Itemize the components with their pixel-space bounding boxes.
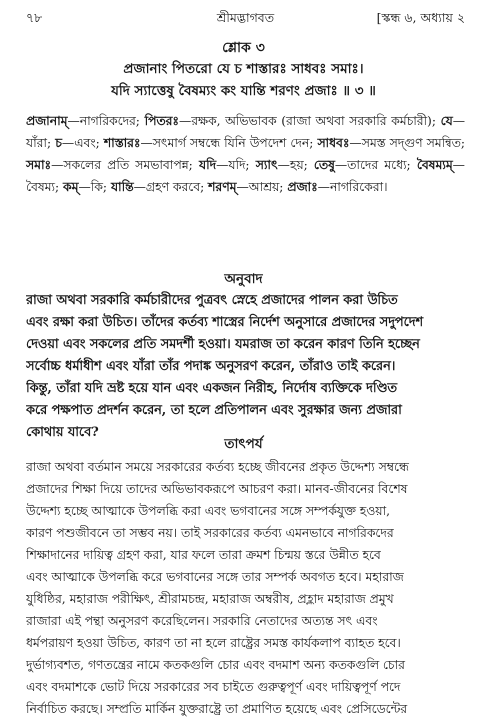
word-for-word-synonyms bbox=[26, 110, 465, 198]
synonym-term: বৈষম্যম্ bbox=[416, 157, 453, 172]
synonym-meaning: —সৎমার্গ সম্বন্ধে যিনি উপদেশ দেন; bbox=[140, 136, 318, 150]
synonym-meaning: —গ্রহণ করবে; bbox=[133, 180, 209, 194]
purport-heading: তাৎপর্য bbox=[224, 436, 263, 452]
synonym-meaning: —নাগরিকদের; bbox=[67, 114, 145, 128]
synonym-meaning: —তাদের মধ্যে; bbox=[334, 158, 417, 172]
synonym-meaning: —কি; bbox=[78, 180, 111, 194]
synonym-term: কম্ bbox=[63, 179, 79, 194]
text-line: দেওয়া এবং সকলের প্রতি সমদর্শী হওয়া। যমরাজ তা করেন কারণ তিনি হচ্ছেন bbox=[26, 337, 420, 352]
synonym-term: যে bbox=[440, 113, 453, 128]
text-line: কোথায় যাবে? bbox=[26, 425, 99, 440]
text-line: রাজারা এই পন্থা অনুসরণ করেছিলেন। সরকারি নেতাদের অত্যন্ত সৎ এবং bbox=[26, 614, 378, 628]
text-line: নির্বাচিত করছে। সম্প্রতি মার্কিন যুক্তরাষ্ট্রে তা প্রমাণিত হয়েছে এবং প্রেসিডেন্টের bbox=[26, 702, 408, 716]
text-line: কারণ পশুজীবনে তা সম্ভব নয়। তাই সরকারের কর্তব্য এমনভাবে নাগরিকদের bbox=[26, 526, 394, 540]
synonym-meaning: —সকলের প্রতি সমভাবাপন্ন; bbox=[51, 158, 199, 172]
synonym-term: শাস্তারঃ bbox=[103, 135, 141, 150]
running-title: শ্রীমদ্ভাগবত bbox=[216, 10, 275, 25]
synonym-meaning: —যাঁরা; bbox=[26, 114, 465, 150]
synonym-meaning: —বৈষম্য; bbox=[26, 158, 465, 194]
synonym-term: সাধবঃ bbox=[317, 135, 350, 150]
synonym-meaning: —আশ্রয়; bbox=[236, 180, 288, 194]
synonym-meaning: —নাগরিকেরা। bbox=[317, 180, 388, 194]
purport-text bbox=[26, 456, 465, 720]
text-line: শিক্ষাদানের দায়িত্ব গ্রহণ করা, যার ফলে তারা ক্রমশ চিন্ময় স্তরে উন্নীত হবে bbox=[26, 548, 381, 562]
text-line: সর্বোচ্চ ধর্মাধীশ এবং যাঁরা তাঁর পদাঙ্ক অনুসরণ করেন, তাঁরাও তাই করেন। bbox=[26, 359, 396, 374]
synonym-term: প্রজানাম্ bbox=[26, 113, 68, 128]
text-line: দুর্ভাগ্যবশত, গণতন্ত্রের নামে কতকগুলি চোর এবং বদমাশ অন্য কতকগুলি চোর bbox=[26, 658, 405, 672]
synonym-meaning: —যদি; bbox=[216, 158, 256, 172]
translation-heading: অনুবাদ bbox=[224, 271, 263, 287]
synonym-term: চ bbox=[55, 135, 62, 150]
synonym-term: প্রজাঃ bbox=[287, 179, 318, 194]
verse-line-1: প্রজানাং পিতরো যে চ শাস্তারঃ সাধবঃ সমাঃ। bbox=[123, 61, 364, 77]
synonym-term: স্যাৎ bbox=[255, 157, 278, 172]
synonym-term: সমাঃ bbox=[26, 157, 52, 172]
page-header bbox=[26, 6, 465, 28]
text-line: কিন্তু, তাঁরা যদি ভ্রষ্ট হয়ে যান এবং একজন নিরীহ, নির্দোষ ব্যক্তিকে দণ্ডিত bbox=[26, 381, 398, 396]
text-line: প্রজাদের শিক্ষা দিয়ে তাদের অভিভাবকরূপে আচরণ করা। মানব-জীবনের বিশেষ bbox=[26, 482, 408, 496]
translation-text bbox=[26, 290, 465, 444]
text-line: যুধিষ্ঠির, মহারাজ পরীক্ষিৎ, শ্রীরামচন্দ্র, মহারাজ অম্বরীষ, প্রহ্লাদ মহারাজ প্রমুখ bbox=[26, 592, 394, 606]
text-line: রাজা অথবা সরকারি কর্মচারীদের পুত্রবৎ স্নেহে প্রজাদের পালন করা উচিত bbox=[26, 293, 398, 308]
sloka-label: শ্লোক ৩ bbox=[222, 40, 265, 56]
synonym-meaning: —সমস্ত সদ্গুণ সমন্বিত; bbox=[349, 136, 465, 150]
text-line: এবং রক্ষা করা উচিত। তাঁদের কর্তব্য শাস্ত্রের নির্দেশ অনুসারে প্রজাদের সদুপদেশ bbox=[26, 315, 424, 330]
synonym-term: শরণম্ bbox=[208, 179, 237, 194]
page-number: ৭৮ bbox=[26, 10, 43, 25]
synonym-meaning: —রক্ষক, অভিভাবক (রাজা অথবা সরকারি কর্মচারী); bbox=[178, 114, 441, 128]
text-line: রাজা অথবা বর্তমান সময়ে সরকারের কর্তব্য হচ্ছে জীবনের প্রকৃত উদ্দেশ্য সম্বন্ধে bbox=[26, 460, 409, 474]
text-line: ধর্মপরায়ণ হওয়া উচিত, কারণ তা না হলে রাষ্ট্রের সমস্ত কার্যকলাপ ব্যাহত হবে। bbox=[26, 636, 401, 650]
text-line: উদ্দেশ্য হচ্ছে আত্মাকে উপলব্ধি করা এবং ভগবানের সঙ্গে সম্পর্কযুক্ত হওয়া, bbox=[26, 504, 390, 518]
synonym-term: তেষু bbox=[313, 157, 335, 172]
verse-line-2: যদি স্যাত্তেষু বৈষম্যং কং যান্তি শরণং প্রজাঃ ॥ ৩ ॥ bbox=[111, 83, 376, 99]
synonym-meaning: —হয়; bbox=[277, 158, 314, 172]
synonym-meaning: —এবং; bbox=[61, 136, 104, 150]
text-line: এবং আত্মাকে উপলব্ধি করে ভগবানের সঙ্গে তার সম্পর্ক অবগত হবে। মহারাজ bbox=[26, 570, 404, 584]
synonym-term: যান্তি bbox=[110, 179, 134, 194]
section-reference: [স্কন্ধ ৬, অধ্যায় ২ bbox=[376, 10, 465, 25]
synonym-term: পিতরঃ bbox=[144, 113, 179, 128]
text-line: এবং বদমাশকে ভোট দিয়ে সরকারের সব চাইতে গুরুত্বপূর্ণ এবং দায়িত্বপূর্ণ পদে bbox=[26, 680, 401, 694]
synonym-term: যদি bbox=[199, 157, 217, 172]
text-line: করে পক্ষপাত প্রদর্শন করেন, তা হলে প্রতিপালন এবং সুরক্ষার জন্য প্রজারা bbox=[26, 403, 402, 418]
